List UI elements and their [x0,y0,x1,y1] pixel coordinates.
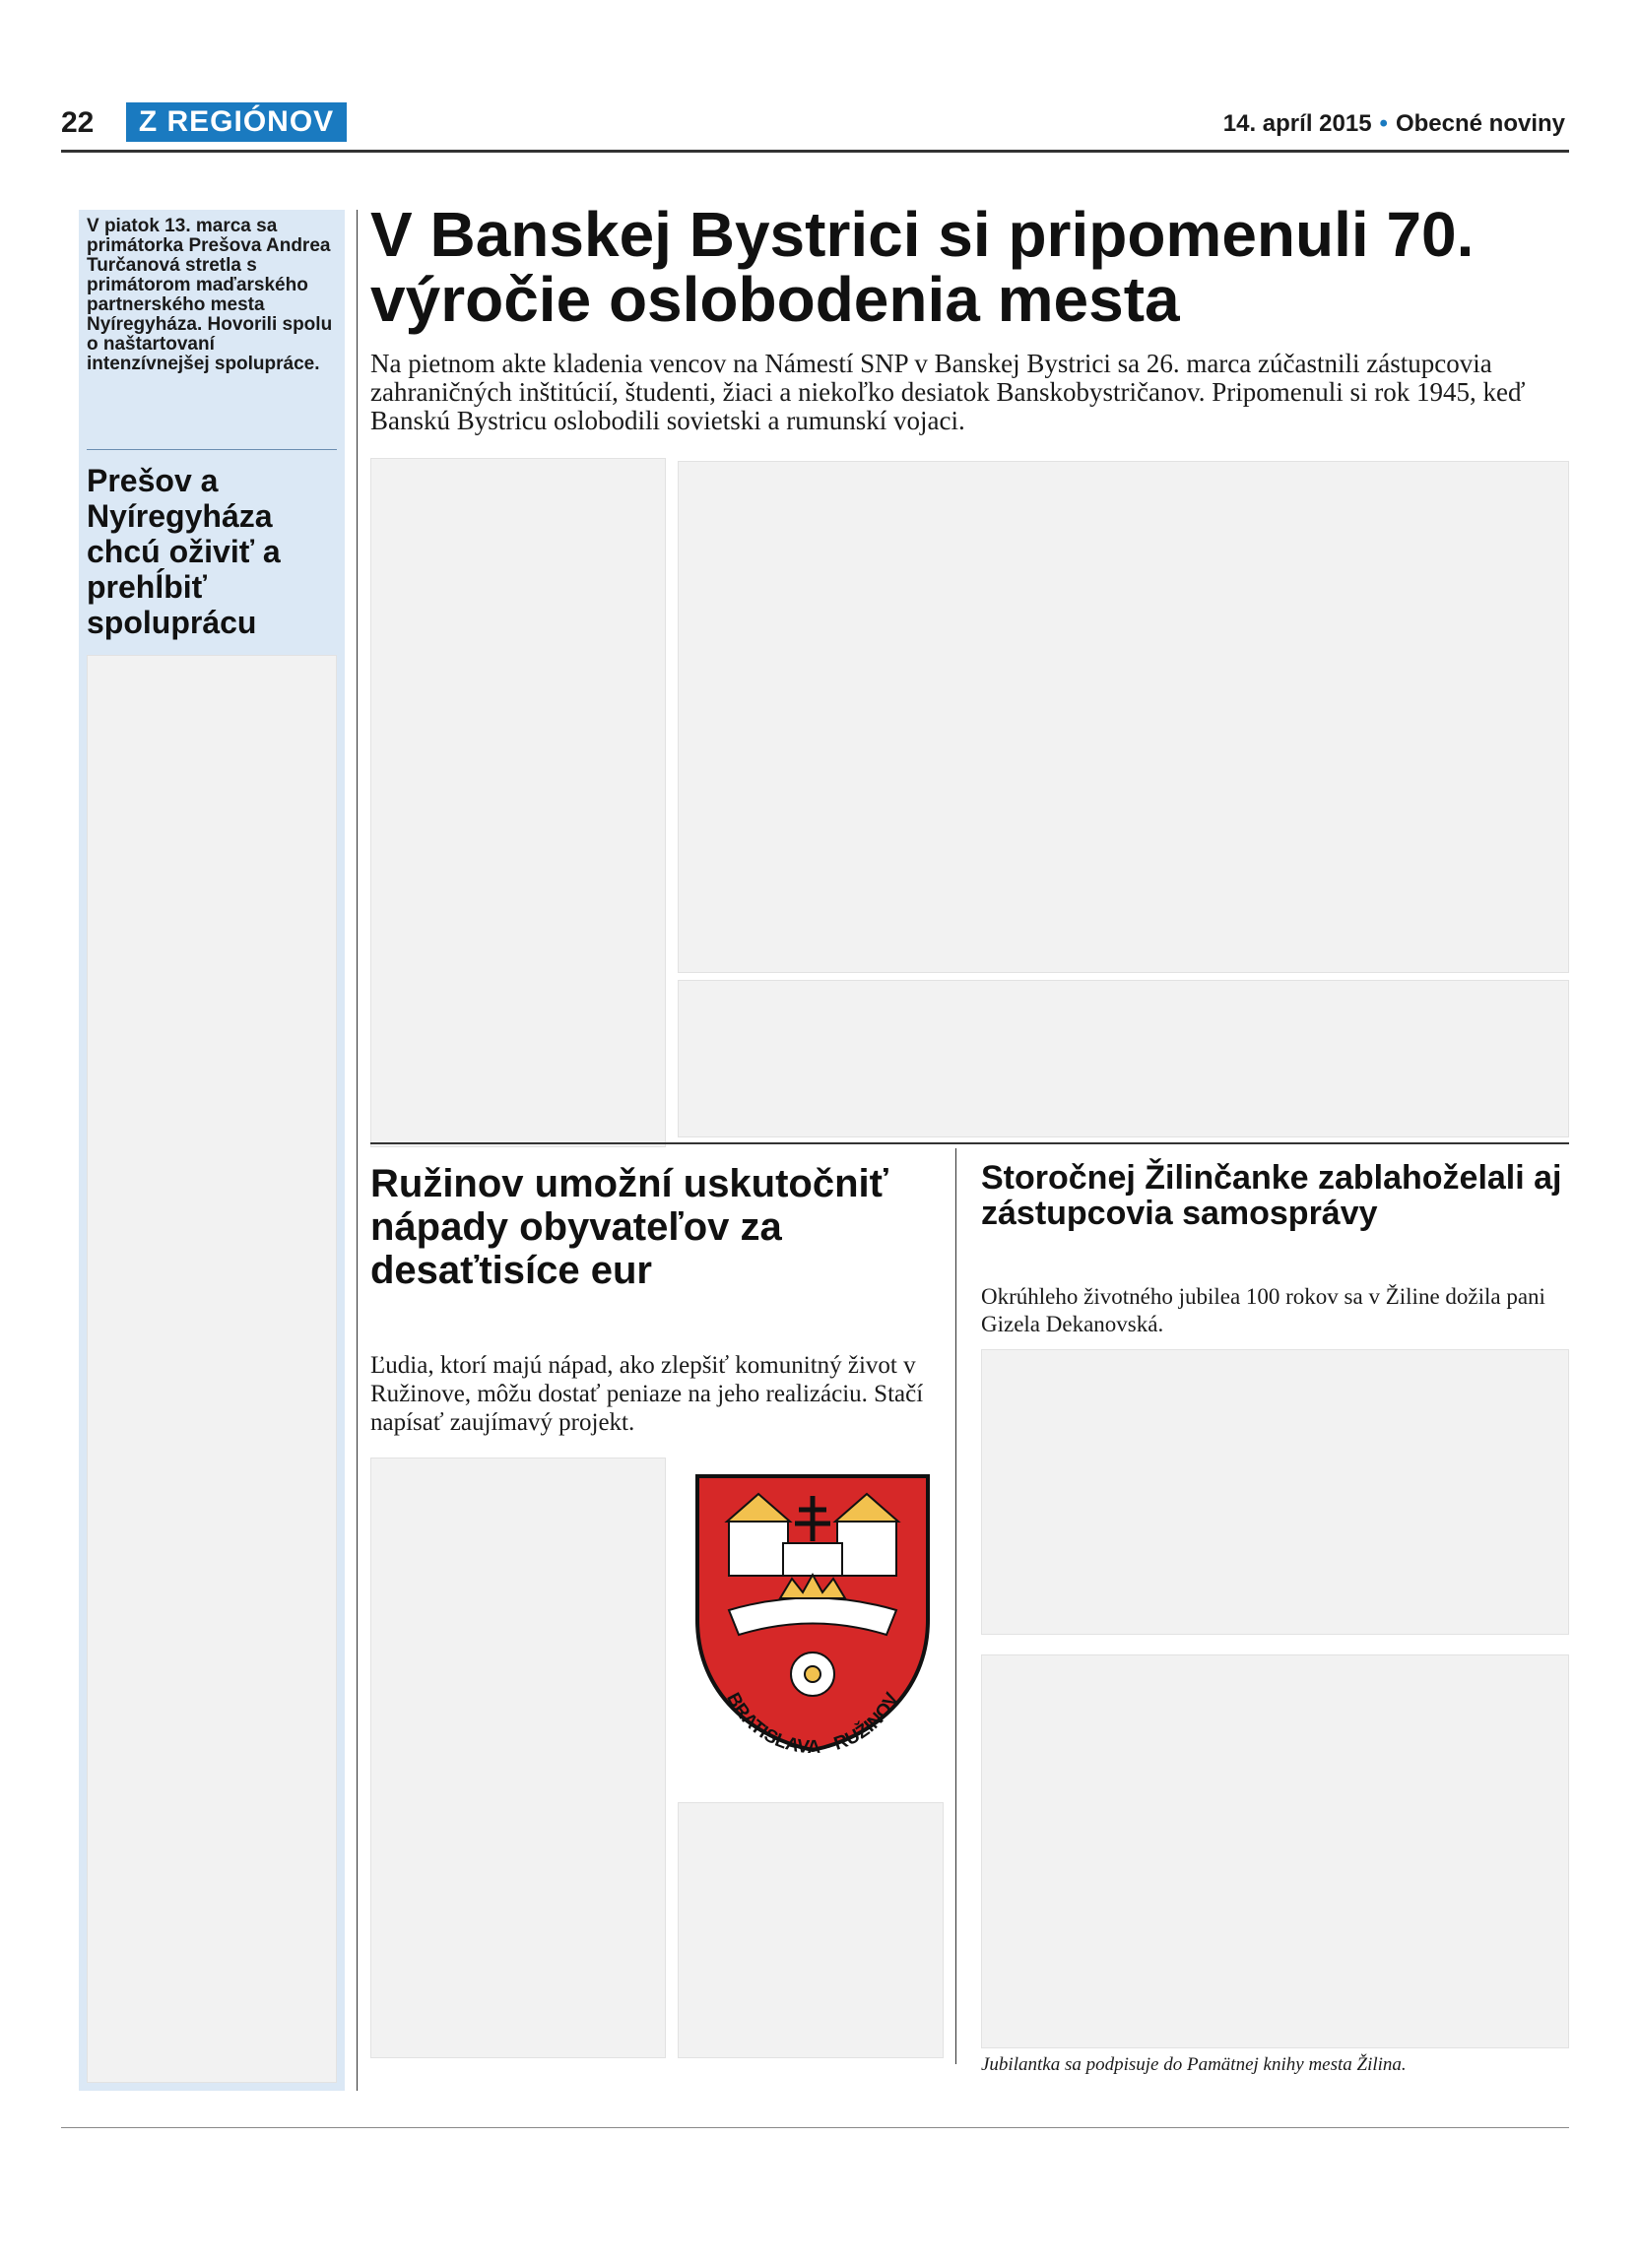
main-body-unread-placeholder [370,458,666,1147]
main-body-lower-unread-placeholder [678,980,1569,1137]
issue-info [1223,110,1565,138]
wreath-ceremony-photo [678,461,1569,973]
coat-of-arms-graphic [689,1472,936,1753]
ruzinov-headline: Ružinov umožní uskutočniť nápady obyvateľov za desaťtisíce eur [370,1162,888,1292]
ruzinov-coat-of-arms [689,1472,936,1753]
column-divider [955,1148,956,2064]
sidebar-rule [357,210,358,2091]
ruzinov-body-unread-placeholder [370,1458,666,2058]
sidebar-lead: V piatok 13. marca sa primátorka Prešova Andrea Turčanová stretla s primátorom maďarského partnerského mesta Nyíregyháza. Hovorili spolu o naštartovaní intenzívnejšej spolupráce. [87,216,333,374]
zilina-photo-caption: Jubilantka sa podpisuje do Pamätnej knihy mesta Žilina. [981,2054,1407,2075]
zilina-headline: Storočnej Žilinčanke zablahoželali aj zástupcovia samosprávy [981,1159,1562,1232]
separator-dot: • [1379,110,1388,137]
page-number: 22 [61,106,95,139]
section-divider [370,1142,1569,1144]
main-standfirst: Na pietnom akte kladenia vencov na Námestí SNP v Banskej Bystrici sa 26. marca zúčastnili zástupcovia zahraničných inštitúcií, študenti, žiaci a niekoľko desiatok Banskobystričanov. Pripomenuli si rok 1945, keď Banskú Bystricu oslobodili sovietski a rumunskí vojaci. [370,349,1526,435]
ruzinov-standfirst: Ľudia, ktorí majú nápad, ako zlepšiť komunitný život v Ružinove, môžu dostať peniaze na jeho realizáciu. Stačí napísať zaujímavý projekt. [370,1352,924,1436]
publication-name: Obecné noviny [1395,110,1565,137]
footer-rule [61,2127,1569,2128]
sidebar-body-unread-placeholder [87,655,337,2083]
ruzinov-body-2-unread-placeholder [678,1802,944,2058]
section-label: Z REGIÓNOV [126,102,347,142]
coat-of-arms-text: BRATISLAVA - RUŽINOV [722,1689,903,1753]
header-rule [61,150,1569,153]
sidebar-headline: Prešov a Nyíregyháza chcú oživiť a prehĺbiť spoluprácu [87,463,281,640]
zilina-standfirst: Okrúhleho životného jubilea 100 rokov sa v Žiline dožila pani Gizela Dekanovská. [981,1284,1545,1336]
issue-date: 14. apríl 2015 [1222,110,1372,137]
zilina-body-unread-placeholder [981,1349,1569,1635]
jubilee-signing-photo [981,1654,1569,2048]
sidebar-divider [87,449,337,450]
main-headline: V Banskej Bystrici si pripomenuli 70. výročie oslobodenia mesta [370,199,1475,335]
